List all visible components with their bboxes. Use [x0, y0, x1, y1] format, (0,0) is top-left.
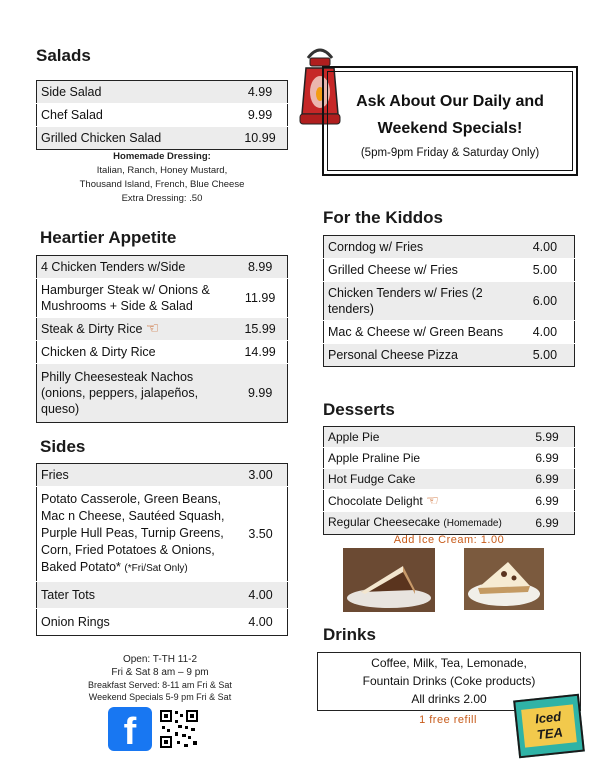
item-name: Grilled Chicken Salad: [37, 127, 234, 150]
item-name: Regular Cheesecake: [328, 515, 441, 529]
dressing-title: Homemade Dressing:: [113, 151, 211, 162]
pointing-hand-icon: ☜: [426, 492, 439, 508]
item-price: 11.99: [233, 279, 287, 318]
item-name: Philly Cheesesteak Nachos (onions, peppers, jalapeños, queso): [37, 364, 234, 423]
kiddos-title: For the Kiddos: [323, 208, 443, 227]
table-row: [37, 127, 288, 150]
item-name: Potato Casserole, Green Beans, Mac n Cheese, Sautéed Squash, Purple Hull Peas, Turnip Greens, Corn, Fried Potatoes & Onions, Baked Potato*: [41, 492, 225, 574]
item-price: 5.99: [520, 427, 575, 448]
specials-line2: Weekend Specials!: [377, 120, 523, 137]
facebook-icon[interactable]: f: [108, 707, 152, 751]
hours-line: Open: T-TH 11-2: [122, 654, 198, 665]
salads-title: Salads: [36, 46, 91, 65]
table-row: [324, 321, 575, 344]
desserts-table: [323, 426, 575, 535]
item-name: Steak & Dirty Rice: [41, 322, 143, 336]
table-row: [37, 279, 288, 318]
item-price: 4.00: [516, 321, 575, 344]
specials-line3: (5pm-9pm Friday & Saturday Only): [360, 147, 540, 159]
item-price: 8.99: [233, 256, 287, 279]
kiddos-table: [323, 235, 575, 367]
item-price: 14.99: [233, 341, 287, 364]
sides-title: Sides: [40, 437, 86, 456]
item-name: Fries: [37, 464, 235, 487]
item-price: 6.99: [520, 469, 575, 490]
item-name: 4 Chicken Tenders w/Side: [37, 256, 234, 279]
table-row: [324, 448, 575, 469]
table-row: [324, 259, 575, 282]
item-price: 6.99: [520, 512, 575, 535]
item-price: 10.99: [233, 127, 288, 150]
item-price: 9.99: [233, 364, 287, 423]
item-price: 3.50: [234, 487, 287, 582]
refill-note: 1 free refill: [419, 714, 477, 726]
table-row: [37, 104, 288, 127]
desserts-title: Desserts: [323, 400, 395, 419]
drinks-line3: All drinks 2.00: [411, 692, 487, 706]
table-row: [324, 512, 575, 535]
cake-photo: [343, 548, 435, 612]
item-name: Onion Rings: [37, 609, 235, 636]
item-name: Apple Praline Pie: [324, 448, 521, 469]
table-row: [324, 236, 575, 259]
table-row: [37, 582, 288, 609]
dressing-line: Thousand Island, French, Blue Cheese: [79, 179, 245, 190]
hours-info: [62, 653, 258, 703]
table-row: [37, 487, 288, 582]
cheesecake-photo: [464, 548, 544, 610]
item-price: 3.00: [234, 464, 287, 487]
hours-line: Breakfast Served: 8-11 am Fri & Sat: [88, 680, 232, 690]
sides-table: [36, 463, 288, 636]
hours-line: Fri & Sat 8 am – 9 pm: [111, 667, 209, 678]
item-name: Chocolate Delight: [328, 494, 423, 508]
item-price: 4.99: [233, 81, 288, 104]
specials-box: [322, 66, 578, 176]
table-row: [37, 256, 288, 279]
item-name: Tater Tots: [37, 582, 235, 609]
table-row: [324, 490, 575, 512]
item-price: 5.00: [516, 344, 575, 367]
item-name: Hamburger Steak w/ Onions & Mushrooms + Side & Salad: [37, 279, 234, 318]
dressing-info: [36, 150, 288, 206]
item-price: 15.99: [233, 318, 287, 341]
pointing-hand-icon: ☜: [145, 320, 160, 337]
item-name: Mac & Cheese w/ Green Beans: [324, 321, 516, 344]
table-row: [324, 427, 575, 448]
item-name: Chicken & Dirty Rice: [37, 341, 234, 364]
salads-table: [36, 80, 288, 150]
item-price: 6.99: [520, 448, 575, 469]
iced-tea-text: Iced TEA: [521, 704, 577, 747]
table-row: [324, 282, 575, 321]
item-name: Chef Salad: [37, 104, 234, 127]
qr-code-icon[interactable]: [158, 708, 200, 750]
heartier-table: [36, 255, 288, 423]
item-note: (Homemade): [443, 518, 502, 529]
hours-line: Weekend Specials 5-9 pm Fri & Sat: [88, 692, 232, 702]
heartier-title: Heartier Appetite: [40, 228, 177, 247]
item-price: 4.00: [516, 236, 575, 259]
table-row: [37, 364, 288, 423]
item-price: 4.00: [234, 609, 287, 636]
item-price: 9.99: [233, 104, 288, 127]
dressing-line: Italian, Ranch, Honey Mustard,: [96, 165, 228, 176]
table-row: [37, 318, 288, 341]
drinks-title: Drinks: [323, 625, 376, 644]
item-price: 6.00: [516, 282, 575, 321]
item-name: Side Salad: [37, 81, 234, 104]
table-row: [37, 464, 288, 487]
table-row: [37, 341, 288, 364]
table-row: [37, 609, 288, 636]
table-row: [37, 81, 288, 104]
drinks-line1: Coffee, Milk, Tea, Lemonade,: [371, 656, 527, 670]
item-note: (*Fri/Sat Only): [124, 563, 188, 574]
item-name: Personal Cheese Pizza: [324, 344, 516, 367]
item-price: 4.00: [234, 582, 287, 609]
table-row: [324, 469, 575, 490]
item-name: Grilled Cheese w/ Fries: [324, 259, 516, 282]
item-name: Apple Pie: [324, 427, 521, 448]
dressing-extra: Extra Dressing: .50: [121, 193, 203, 204]
ice-cream-note: Add Ice Cream: 1.00: [393, 534, 505, 546]
drinks-line2: Fountain Drinks (Coke products): [362, 674, 536, 688]
item-price: 5.00: [516, 259, 575, 282]
item-name: Chicken Tenders w/ Fries (2 tenders): [324, 282, 516, 321]
item-price: 6.99: [520, 490, 575, 512]
item-name: Hot Fudge Cake: [324, 469, 521, 490]
item-name: Corndog w/ Fries: [324, 236, 516, 259]
specials-line1: Ask About Our Daily and: [356, 93, 544, 110]
iced-tea-logo: [513, 694, 585, 759]
table-row: [324, 344, 575, 367]
